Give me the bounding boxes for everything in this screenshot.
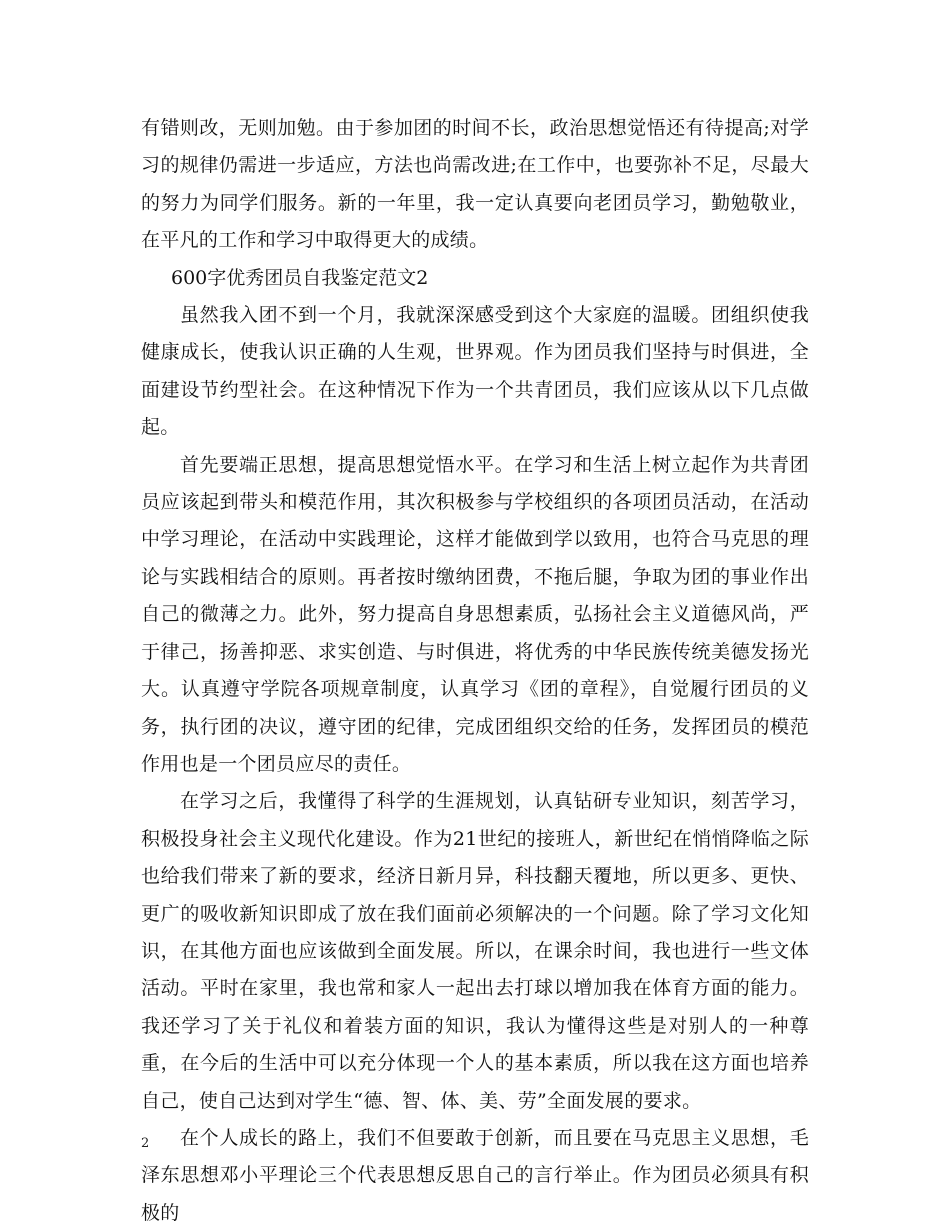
section-heading: 600字优秀团员自我鉴定范文2 bbox=[171, 266, 429, 289]
paragraph-study: 在学习之后，我懂得了科学的生涯规划，认真钻研专业知识，刻苦学习，积极投身社会主义现代化建设。作为21世纪的接班人，新世纪在悄悄降临之际也给我们带来了新的要求，经济日新月异，科技翻天覆地，所以更多、更快、更广的吸收新知识即成了放在我们面前必须解决的一个问题。除了学习文化知识，在其他方面也应该做到全面发展。所以，在课余时间，我也进行一些文体活动。平时在家里，我也常和家人一起出去打球以增加我在体育方面的能力。我还学习了关于礼仪和着装方面的知识，我认为懂得这些是对别人的一种尊重，在今后的生活中可以充分体现一个人的基本素质，所以我在这方面也培养自己，使自己达到对学生“德、智、体、美、劳”全面发展的要求。 bbox=[141, 790, 809, 1112]
paragraph-continued: 有错则改，无则加勉。由于参加团的时间不长，政治思想觉悟还有待提高;对学习的规律仍需进一步适应，方法也尚需改进;在工作中，也要弥补不足，尽最大的努力为同学们服务。新的一年里，我一定认真要向老团员学习，勤勉敬业，在平凡的工作和学习中取得更大的成绩。 bbox=[141, 117, 809, 252]
page-number: 2 bbox=[141, 1136, 150, 1151]
document-body bbox=[141, 110, 809, 1232]
paragraph-intro: 虽然我入团不到一个月，我就深深感受到这个大家庭的温暖。团组织使我健康成长，使我认识正确的人生观，世界观。作为团员我们坚持与时俱进，全面建设节约型社会。在这种情况下作为一个共青团员，我们应该从以下几点做起。 bbox=[141, 304, 809, 439]
paragraph-thought: 首先要端正思想，提高思想觉悟水平。在学习和生活上树立起作为共青团员应该起到带头和模范作用，其次积极参与学校组织的各项团员活动，在活动中学习理论，在活动中实践理论，这样才能做到学以致用，也符合马克思的理论与实践相结合的原则。再者按时缴纳团费，不拖后腿，争取为团的事业作出自己的微薄之力。此外，努力提高自身思想素质，弘扬社会主义道德风尚，严于律己，扬善抑恶、求实创造、与时俱进，将优秀的中华民族传统美德发扬光大。认真遵守学院各项规章制度，认真学习《团的章程》，自觉履行团员的义务，执行团的决议，遵守团的纪律，完成团组织交给的任务，发挥团员的模范作用也是一个团员应尽的责任。 bbox=[141, 453, 809, 775]
paragraph-growth: 在个人成长的路上，我们不但要敢于创新，而且要在马克思主义思想，毛泽东思想邓小平理论三个代表思想反思自己的言行举止。作为团员必须具有积极的 bbox=[141, 1126, 809, 1224]
